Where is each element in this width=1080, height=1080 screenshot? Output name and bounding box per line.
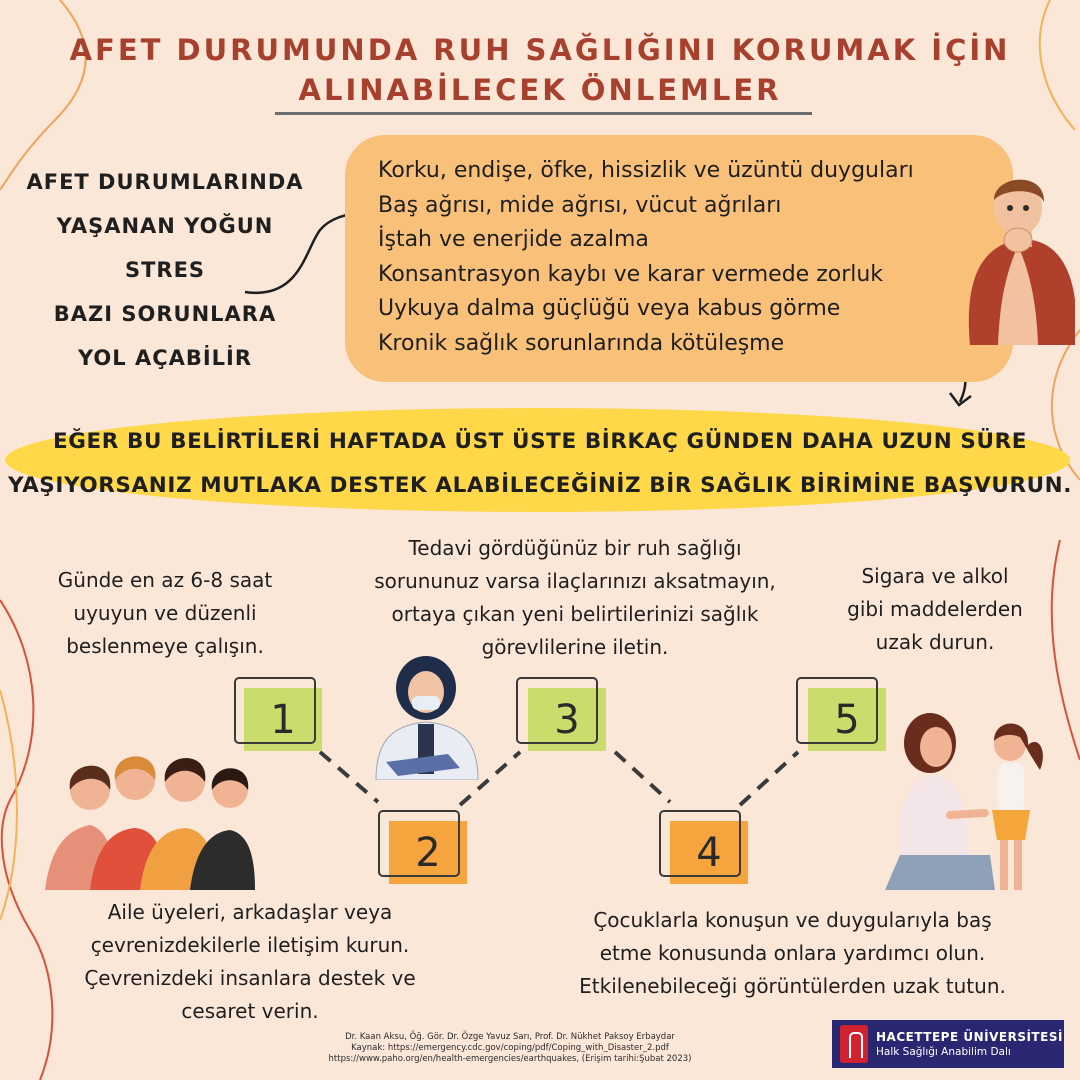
stress-line: BAZI SORUNLARA [53, 302, 277, 326]
credits-source: https://www.paho.org/en/health-emergencies/earthquakes, (Erişim tarihi:Şubat 2023) [328, 1054, 692, 1064]
step3-number: 3 [554, 696, 580, 743]
doctor-illustration [368, 650, 486, 780]
stress-line: YAŞANAN YOĞUN STRES [56, 214, 274, 282]
warning-banner-text [0, 420, 1080, 508]
hacettepe-logo [832, 1020, 1064, 1068]
step1-line: beslenmeye çalışın. [66, 634, 264, 658]
step3-number-frame [516, 677, 598, 744]
stress-line: AFET DURUMLARINDA [26, 170, 304, 194]
stress-statement [20, 160, 310, 380]
step3-line: sorununuz varsa ilaçlarınızı aksatmayın, [374, 569, 776, 593]
step1-number-frame [234, 677, 316, 744]
step1-number: 1 [270, 696, 296, 743]
step2-line: çevrenizdekilerle iletişim kurun. [90, 933, 410, 957]
step4-number-frame [659, 810, 741, 877]
page-title-line2: ALINABİLECEK ÖNLEMLER [298, 73, 782, 107]
family-hug-illustration [45, 750, 255, 890]
step5-line: uzak durun. [875, 630, 995, 654]
symptom-item: Uykuya dalma güçlüğü veya kabus görme [378, 296, 841, 321]
step2-line: Çevrenizdeki insanlara destek ve [84, 966, 416, 990]
step1-text [20, 564, 310, 663]
step1-line: uyuyun ve düzenli [73, 601, 257, 625]
step4-line: etme konusunda onlara yardımcı olun. [599, 941, 986, 965]
credits-authors: Dr. Kaan Aksu, Öğ. Gör. Dr. Özge Yavuz Sarı, Prof. Dr. Nükhet Paksoy Erbaydar [345, 1032, 675, 1042]
logo-text [876, 1029, 1063, 1059]
worried-man-illustration [960, 170, 1078, 345]
mother-child-illustration [880, 705, 1055, 900]
page-title-line1: AFET DURUMUNDA RUH SAĞLIĞINI KORUMAK İÇİN [69, 33, 1011, 67]
step2-line: cesaret verin. [181, 999, 319, 1023]
banner-line: YAŞIYORSANIZ MUTLAKA DESTEK ALABİLECEĞİNİZ BİR SAĞLIK BİRİMİNE BAŞVURUN. [7, 473, 1073, 498]
step2-line: Aile üyeleri, arkadaşlar veya [107, 900, 393, 924]
stress-line: YOL AÇABİLİR [77, 346, 253, 370]
banner-line: EĞER BU BELİRTİLERİ HAFTADA ÜST ÜSTE BİRKAÇ GÜNDEN DAHA UZUN SÜRE [52, 429, 1028, 454]
step3-line: Tedavi gördüğünüz bir ruh sağlığı [408, 536, 742, 560]
step3-line: görevlilerine iletin. [481, 635, 669, 659]
step4-line: Etkilenebileceği görüntülerden uzak tutun. [579, 974, 1006, 998]
logo-department: Halk Sağlığı Anabilim Dalı [876, 1046, 1011, 1058]
step2-number-frame [378, 810, 460, 877]
step5-text [810, 560, 1060, 659]
step2-number: 2 [415, 829, 441, 876]
step3-text [310, 532, 840, 664]
hacettepe-emblem-icon [840, 1025, 868, 1063]
step5-line: Sigara ve alkol [861, 564, 1009, 588]
step4-text [520, 904, 1065, 1003]
credits-source: Kaynak: https://emergency.cdc.gov/coping/pdf/Coping_with_Disaster_2.pdf [351, 1043, 669, 1053]
step2-text [30, 896, 470, 1028]
symptom-list [378, 154, 914, 361]
symptom-item: İştah ve enerjide azalma [378, 227, 649, 252]
credits [250, 1032, 770, 1065]
step4-number: 4 [696, 829, 722, 876]
step3-line: ortaya çıkan yeni belirtilerinizi sağlık [391, 602, 759, 626]
title-divider [275, 112, 812, 115]
step5-number-frame [796, 677, 878, 744]
logo-university-name: HACETTEPE ÜNİVERSİTESİ [876, 1030, 1063, 1044]
step1-line: Günde en az 6-8 saat [57, 568, 273, 592]
symptom-item: Baş ağrısı, mide ağrısı, vücut ağrıları [378, 192, 782, 218]
symptom-item: Konsantrasyon kaybı ve karar vermede zorluk [378, 261, 884, 287]
symptom-item: Korku, endişe, öfke, hissizlik ve üzüntü duyguları [378, 158, 914, 183]
step4-line: Çocuklarla konuşun ve duygularıyla baş [593, 908, 992, 932]
step5-number: 5 [834, 696, 860, 743]
step5-line: gibi maddelerden [847, 597, 1023, 621]
symptom-item: Kronik sağlık sorunlarında kötüleşme [378, 330, 785, 356]
